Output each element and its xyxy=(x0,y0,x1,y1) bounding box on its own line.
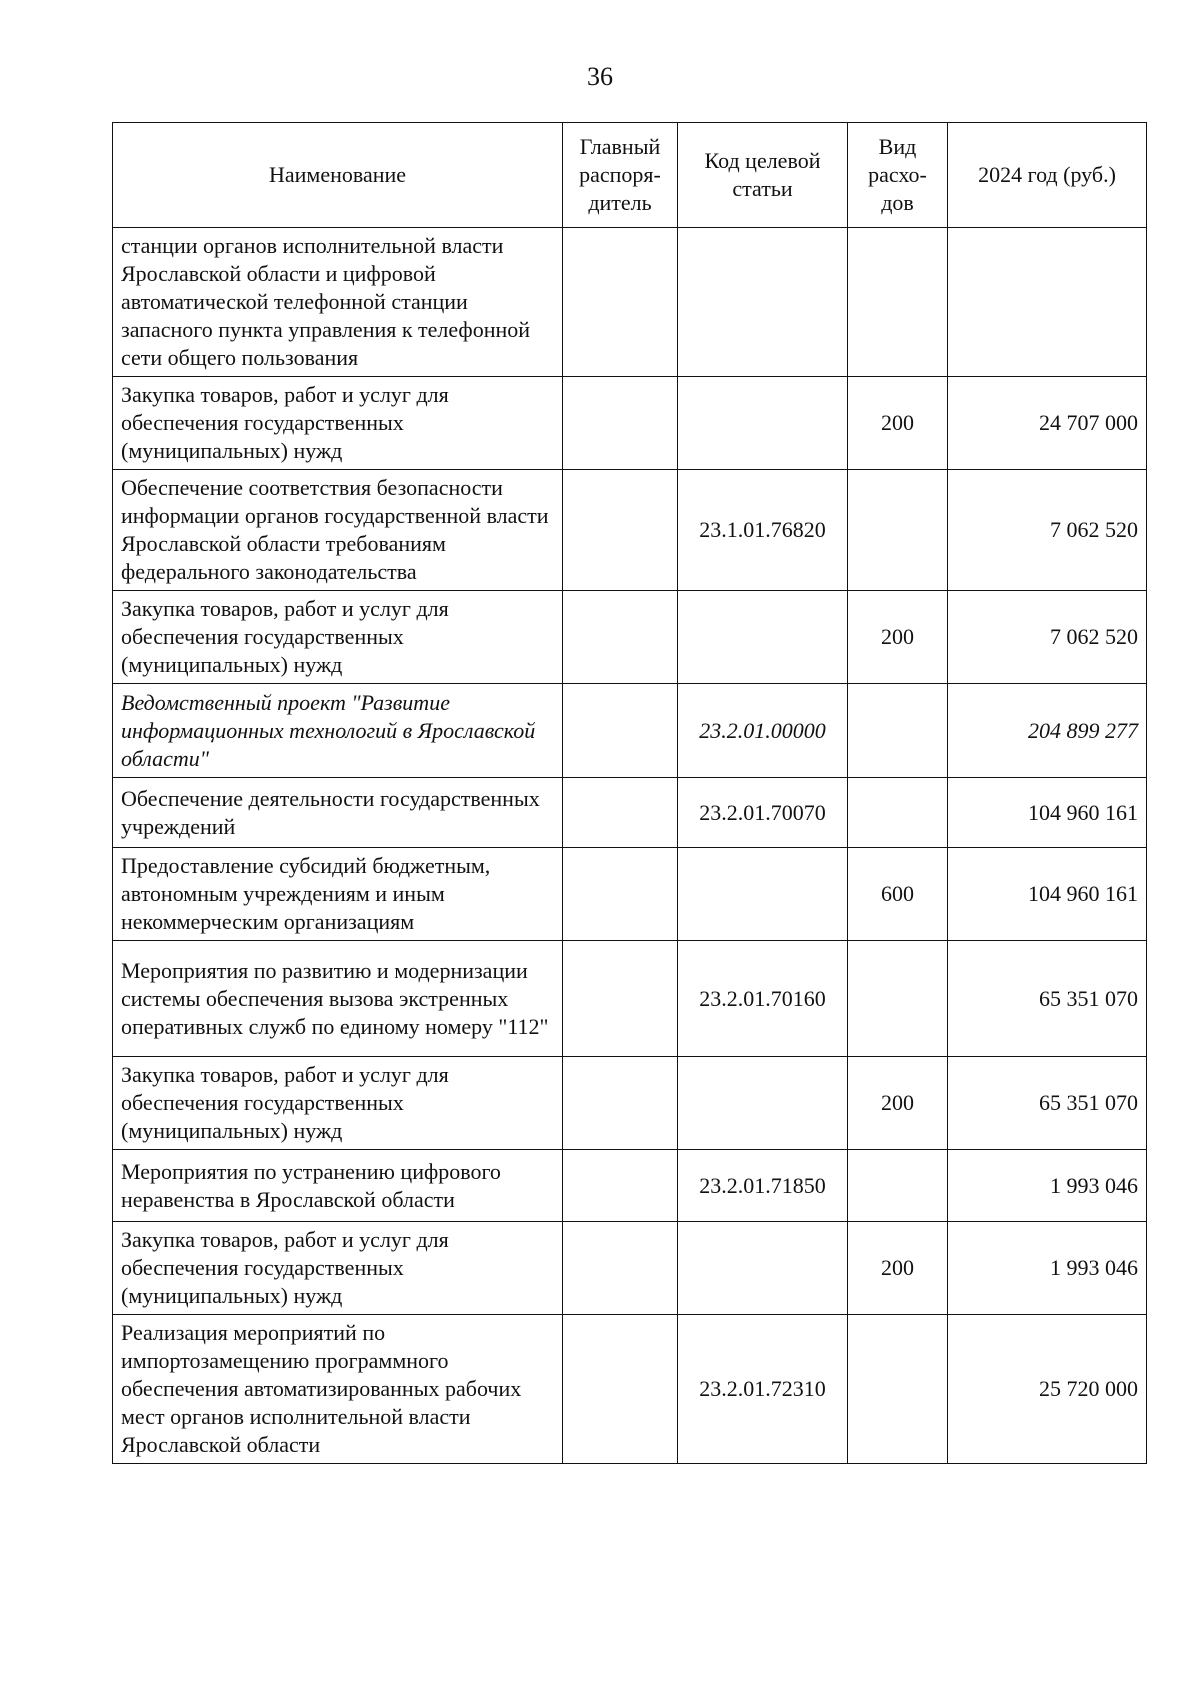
cell-manager xyxy=(563,470,678,591)
cell-code: 23.2.01.70160 xyxy=(678,941,848,1057)
cell-manager xyxy=(563,941,678,1057)
table-row xyxy=(113,778,1147,848)
cell-amount xyxy=(948,228,1147,377)
cell-manager xyxy=(563,377,678,470)
cell-amount: 204 899 277 xyxy=(948,684,1147,778)
cell-code: 23.1.01.76820 xyxy=(678,470,848,591)
table-row xyxy=(113,941,1147,1057)
cell-code: 23.2.01.70070 xyxy=(678,778,848,848)
cell-manager xyxy=(563,1057,678,1150)
cell-code xyxy=(678,1222,848,1315)
table-row xyxy=(113,591,1147,684)
cell-type: 200 xyxy=(848,377,948,470)
table-row xyxy=(113,1150,1147,1222)
cell-manager xyxy=(563,778,678,848)
cell-name: Мероприятия по развитию и модернизации системы обеспечения вызова экстренных оперативных служб по единому номеру "112" xyxy=(113,941,563,1057)
cell-amount: 1 993 046 xyxy=(948,1150,1147,1222)
header-row xyxy=(113,123,1147,228)
cell-manager xyxy=(563,591,678,684)
cell-manager xyxy=(563,684,678,778)
page-number: 36 xyxy=(587,62,613,91)
cell-code xyxy=(678,1057,848,1150)
cell-amount: 104 960 161 xyxy=(948,778,1147,848)
cell-type: 600 xyxy=(848,848,948,941)
cell-amount: 65 351 070 xyxy=(948,941,1147,1057)
cell-type xyxy=(848,684,948,778)
cell-amount: 104 960 161 xyxy=(948,848,1147,941)
table-row xyxy=(113,377,1147,470)
table-row xyxy=(113,470,1147,591)
cell-name: Обеспечение деятельности государственных учреждений xyxy=(113,778,563,848)
cell-type xyxy=(848,470,948,591)
table-row xyxy=(113,1057,1147,1150)
cell-type xyxy=(848,778,948,848)
cell-name: Реализация мероприятий по импортозамещению программного обеспечения автоматизированных рабочих мест органов исполнительной власти Ярославской области xyxy=(113,1315,563,1464)
cell-code: 23.2.01.00000 xyxy=(678,684,848,778)
cell-name: Закупка товаров, работ и услуг для обеспечения государственных (муниципальных) нужд xyxy=(113,1057,563,1150)
cell-code xyxy=(678,591,848,684)
cell-amount: 7 062 520 xyxy=(948,591,1147,684)
cell-type: 200 xyxy=(848,591,948,684)
cell-amount: 24 707 000 xyxy=(948,377,1147,470)
cell-name: Обеспечение соответствия безопасности информации органов государственной власти Ярославской области требованиям федерального законодательства xyxy=(113,470,563,591)
cell-type xyxy=(848,941,948,1057)
table-row xyxy=(113,1315,1147,1464)
cell-code xyxy=(678,848,848,941)
cell-name: Предоставление субсидий бюджетным, автономным учреждениям и иным некоммерческим организациям xyxy=(113,848,563,941)
cell-manager xyxy=(563,228,678,377)
header-type: Вид расхо-дов xyxy=(848,123,948,228)
cell-name: Ведомственный проект "Развитие информационных технологий в Ярославской области" xyxy=(113,684,563,778)
table-row xyxy=(113,228,1147,377)
cell-amount: 1 993 046 xyxy=(948,1222,1147,1315)
header-name: Наименование xyxy=(113,123,563,228)
cell-amount: 7 062 520 xyxy=(948,470,1147,591)
table-row xyxy=(113,684,1147,778)
cell-code xyxy=(678,228,848,377)
header-manager: Главный распоря-дитель xyxy=(563,123,678,228)
cell-type xyxy=(848,228,948,377)
cell-name: Закупка товаров, работ и услуг для обеспечения государственных (муниципальных) нужд xyxy=(113,377,563,470)
table-row xyxy=(113,1222,1147,1315)
cell-name: Закупка товаров, работ и услуг для обеспечения государственных (муниципальных) нужд xyxy=(113,591,563,684)
cell-manager xyxy=(563,848,678,941)
cell-manager xyxy=(563,1150,678,1222)
header-amount: 2024 год (руб.) xyxy=(948,123,1147,228)
cell-type xyxy=(848,1150,948,1222)
cell-amount: 25 720 000 xyxy=(948,1315,1147,1464)
cell-code xyxy=(678,377,848,470)
cell-manager xyxy=(563,1222,678,1315)
header-code: Код целевой статьи xyxy=(678,123,848,228)
cell-code: 23.2.01.71850 xyxy=(678,1150,848,1222)
table-row xyxy=(113,848,1147,941)
cell-type: 200 xyxy=(848,1057,948,1150)
cell-type xyxy=(848,1315,948,1464)
table-body xyxy=(113,228,1147,1464)
cell-name: Закупка товаров, работ и услуг для обеспечения государственных (муниципальных) нужд xyxy=(113,1222,563,1315)
cell-name: станции органов исполнительной власти Ярославской области и цифровой автоматической телефонной станции запасного пункта управления к телефонной сети общего пользования xyxy=(113,228,563,377)
cell-amount: 65 351 070 xyxy=(948,1057,1147,1150)
cell-manager xyxy=(563,1315,678,1464)
cell-type: 200 xyxy=(848,1222,948,1315)
budget-table xyxy=(112,122,1147,1464)
table-header xyxy=(113,123,1147,228)
cell-name: Мероприятия по устранению цифрового неравенства в Ярославской области xyxy=(113,1150,563,1222)
cell-code: 23.2.01.72310 xyxy=(678,1315,848,1464)
